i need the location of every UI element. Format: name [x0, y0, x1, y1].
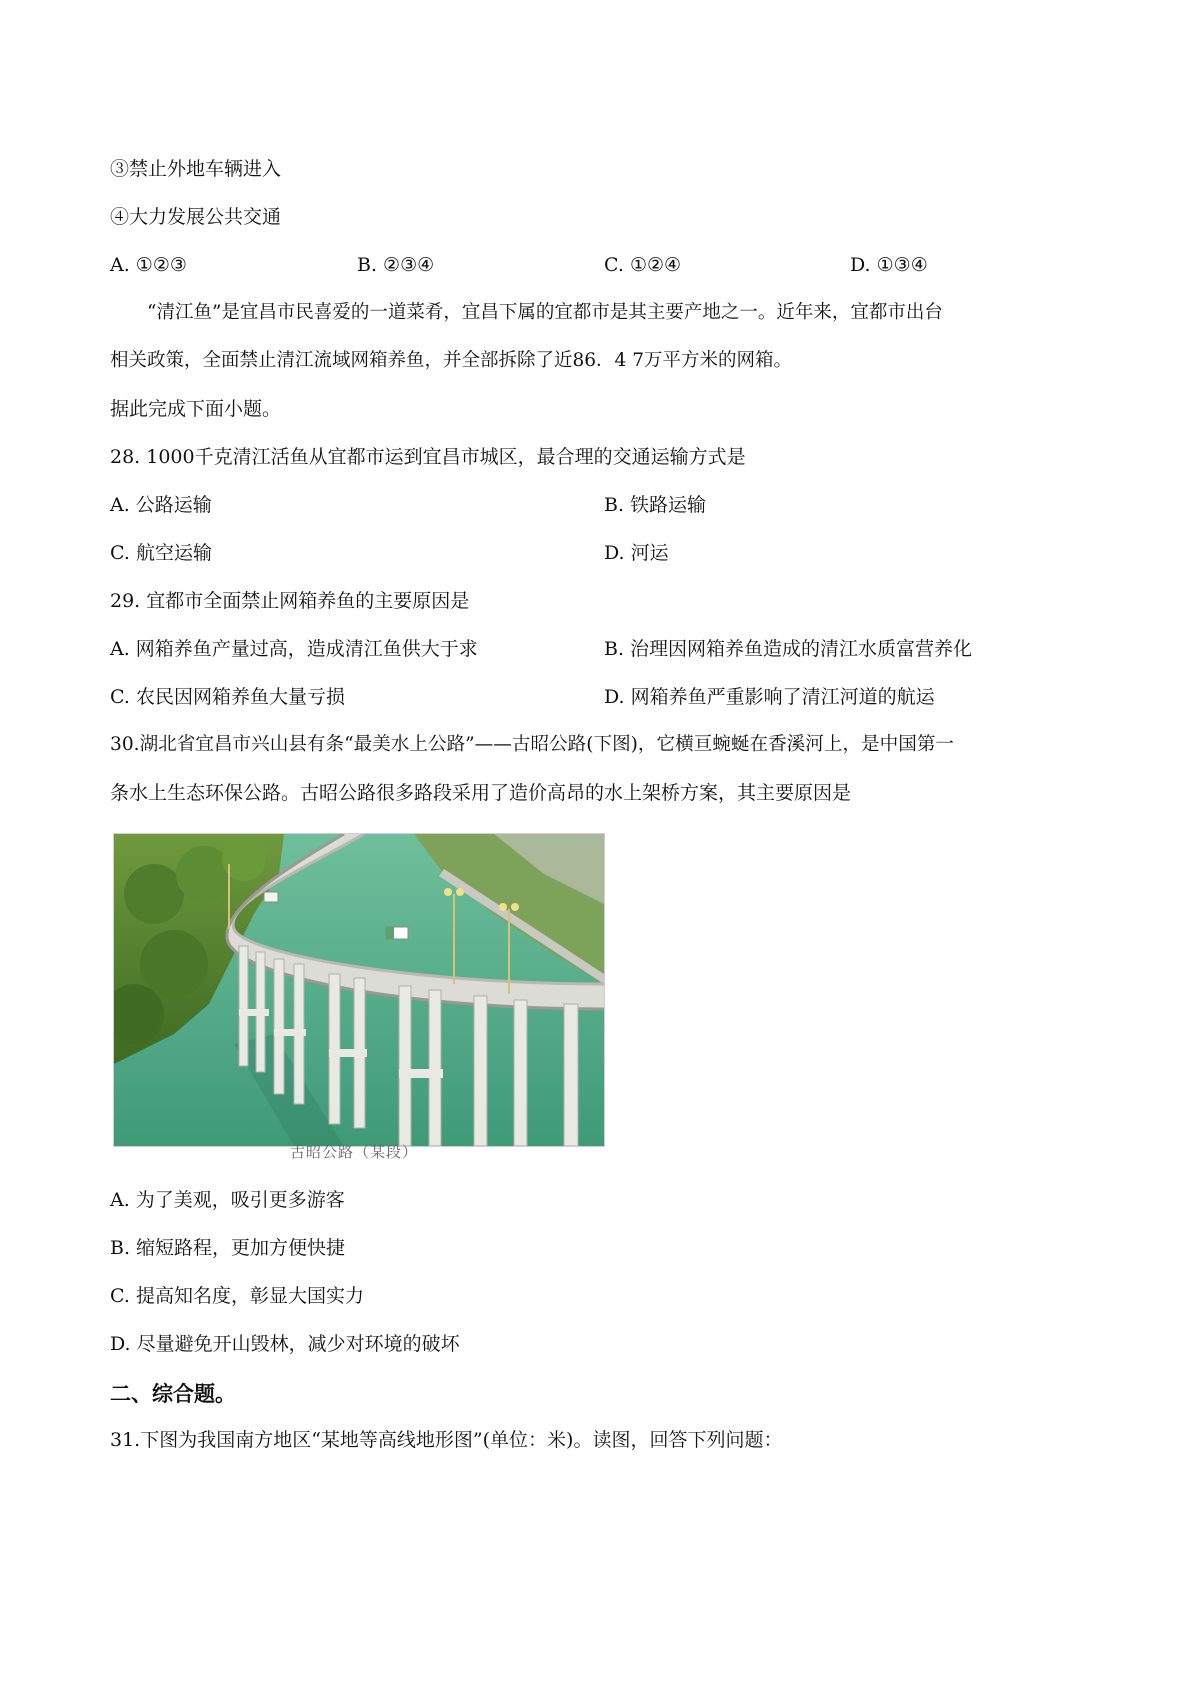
- material-paragraph-line1: “清江鱼”是宜昌市民喜爱的一道菜肴，宜昌下属的宜都市是其主要产地之一。近年来，宜都市出台: [147, 302, 943, 323]
- q29-option-d: D. 网箱养鱼严重影响了清江河道的航运: [604, 686, 935, 708]
- q30-option-c: C. 提高知名度，彰显大国实力: [110, 1285, 364, 1307]
- q28-option-b: B. 铁路运输: [604, 494, 707, 516]
- q29-option-c: C. 农民因网箱养鱼大量亏损: [110, 686, 345, 708]
- question-30-stem-line2: 条水上生态环保公路。古昭公路很多路段采用了造价高昂的水上架桥方案，其主要原因是: [110, 782, 852, 804]
- material-instruction: 据此完成下面小题。: [110, 398, 282, 420]
- material-paragraph-line2: 相关政策，全面禁止清江流域网箱养鱼，并全部拆除了近86．4 7万平方米的网箱。: [110, 350, 792, 371]
- prev-choice-d: D. ①③④: [850, 254, 928, 276]
- q29-option-b: B. 治理因网箱养鱼造成的清江水质富营养化: [604, 638, 973, 660]
- q30-option-d: D. 尽量避免开山毁林，减少对环境的破坏: [110, 1333, 460, 1355]
- photo-caption: 古昭公路（某段）: [290, 1143, 419, 1161]
- prev-option-3: ③禁止外地车辆进入: [110, 158, 282, 180]
- section-2-title: 二、综合题。: [110, 1382, 236, 1406]
- prev-choice-b: B. ②③④: [357, 254, 435, 276]
- question-31-stem: 31.下图为我国南方地区“某地等高线地形图”(单位：米)。读图，回答下列问题：: [110, 1429, 783, 1451]
- q28-option-c: C. 航空运输: [110, 542, 212, 564]
- q29-option-a: A. 网箱养鱼产量过高，造成清江鱼供大于求: [110, 638, 478, 660]
- q30-option-b: B. 缩短路程，更加方便快捷: [110, 1237, 346, 1259]
- question-28-stem: 28. 1000千克清江活鱼从宜都市运到宜昌市城区，最合理的交通运输方式是: [110, 446, 746, 468]
- question-29-stem: 29. 宜都市全面禁止网箱养鱼的主要原因是: [110, 590, 470, 612]
- guzhao-road-photo: [113, 833, 605, 1147]
- q28-option-a: A. 公路运输: [110, 494, 212, 516]
- q28-option-d: D. 河运: [604, 542, 669, 564]
- prev-option-4: ④大力发展公共交通: [110, 206, 282, 228]
- q30-option-a: A. 为了美观，吸引更多游客: [110, 1189, 345, 1211]
- prev-choice-a: A. ①②③: [110, 254, 187, 276]
- prev-choice-c: C. ①②④: [604, 254, 682, 276]
- question-30-stem-line1: 30.湖北省宜昌市兴山县有条“最美水上公路”——古昭公路(下图)，它横亘蜿蜒在香溪河上，是中国第一: [110, 734, 955, 755]
